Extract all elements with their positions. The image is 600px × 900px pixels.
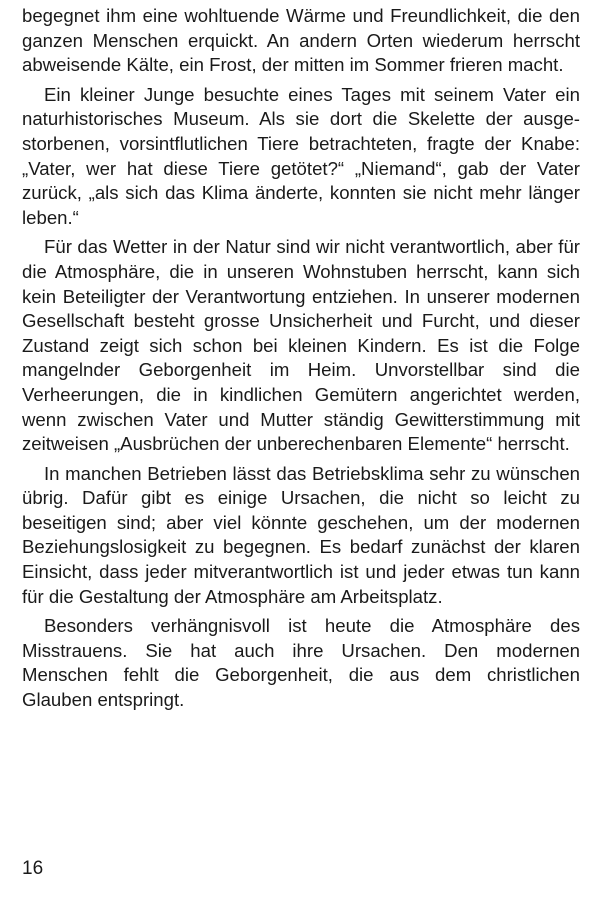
page-body <box>22 4 580 718</box>
paragraph-work-climate: In manchen Betrieben lässt das Betriebsklima sehr zu wünschen übrig. Dafür gibt es einige Ursachen, die nicht so leicht zu beseitigen sind; aber viel könnte geschehen, um der modernen Beziehungslosigkeit zu begegnen. Es bedarf zunächst der klaren Einsicht, dass jeder mitverantwortlich ist und jeder etwas tun kann für die Gestaltung der Atmosphäre am Arbeitsplatz. <box>22 462 580 607</box>
paragraph-home-atmosphere: Für das Wetter in der Natur sind wir nicht verantwortlich, aber für die Atmosphäre, die in unseren Wohnstuben herrscht, kann sich kein Beteiligter der Verantwortung entziehen. In unserer modernen Gesellschaft besteht grosse Unsicherheit und Furcht, und dieser Zustand zeigt sich schon bei kleinen Kindern. Es ist die Folge mangelnder Geborgenheit im Heim. Unvorstellbar sind die Verheerungen, die in kindlichen Gemütern angerichtet werden, wenn zwischen Vater und Mutter ständig Gewitterstimmung mit zeitweisen „Ausbrüchen der unberechenbaren Elemente“ herrscht. <box>22 236 580 455</box>
page-number: 16 <box>22 858 44 879</box>
paragraph-museum-anecdote: Ein kleiner Junge besuchte eines Tages mit seinem Vater ein naturhistorisches Museum. Als sie dort die Skelette der ausgestorbenen, vorsintflutlichen Tiere betrachteten, fragte der Knabe: „Vater, wer hat diese Tiere getötet?“ „Niemand“, gab der Vater zurück, „als sich das Klima änderte, konnten sie nicht mehr länger leben.“ <box>22 83 580 228</box>
paragraph-mistrust: Besonders verhängnisvoll ist heute die Atmosphäre des Misstrauens. Sie hat auch ihre Ursachen. Den modernen Menschen fehlt die Geborgenheit, die aus dem christlichen Glauben entspringt. <box>22 615 580 711</box>
paragraph-continuation: begegnet ihm eine wohltuende Wärme und Freundlichkeit, die den ganzen Menschen erquickt. An andern Orten wiederum herrscht abweisende Kälte, ein Frost, der mitten im Sommer frieren macht. <box>22 5 580 76</box>
